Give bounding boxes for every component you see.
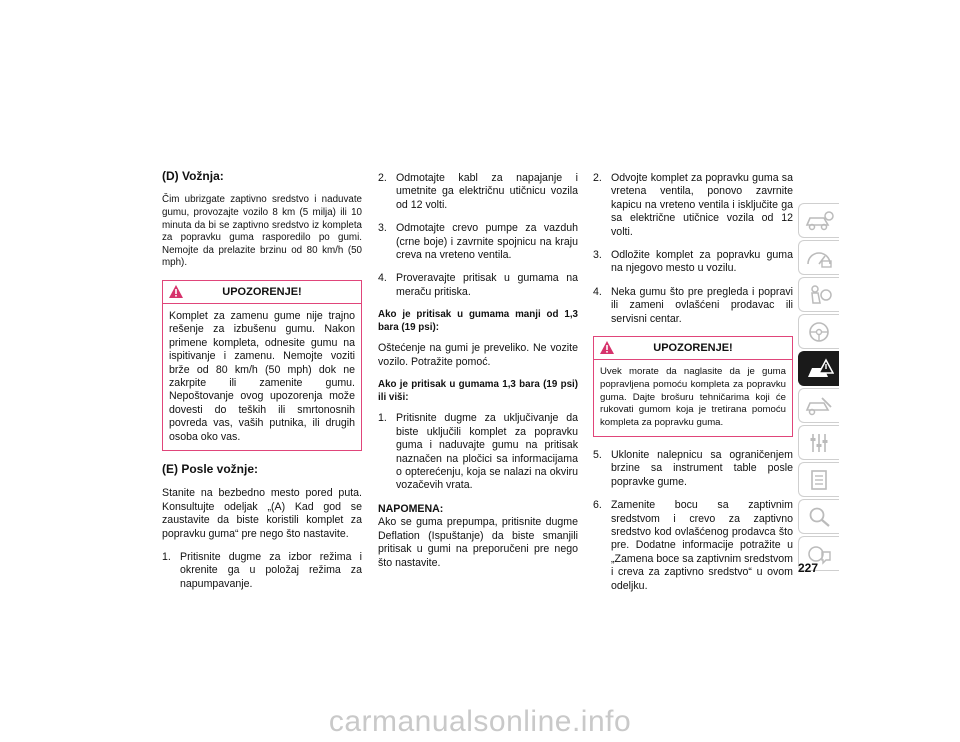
emergency-triangle-icon xyxy=(804,357,834,381)
list-item xyxy=(378,172,578,212)
pressure-ok-subheading: Ako je pritisak u gumama 1,3 bara (19 psi) ili viši: xyxy=(378,379,578,403)
watermark: carmanualsonline.info xyxy=(328,705,632,738)
list-text: Zamenite bocu sa zaptivnim sredstvom i crevo za zaptivno sredstvo kod ovlašćenog prodavca što pre. Dodatne informacije potražite u „Zamena boce sa zaptivnim sredstvom i creva za zaptivno sredstvo“ u ovom odeljku. xyxy=(611,499,793,592)
list-item xyxy=(162,551,362,591)
list-item xyxy=(378,222,578,262)
nav-tab-driving[interactable] xyxy=(798,314,839,349)
list-number: 3. xyxy=(593,249,602,262)
list-text: Odložite komplet za popravku guma na njegovo mesto u vozilu. xyxy=(611,249,793,275)
note-block xyxy=(378,503,578,570)
list-item xyxy=(378,412,578,492)
list-item xyxy=(593,172,793,239)
chapter-nav xyxy=(798,203,840,573)
list-item xyxy=(593,499,793,593)
specifications-icon xyxy=(804,468,834,492)
driving-paragraph: Čim ubrizgate zaptivno sredstvo i naduvate gumu, provozajte vozilo 8 km (5 milja) ili 10 minuta da bi se zaptivno sredstvo iz kompleta za popravku guma rasporedilo po gumi. Nemojte da prelazite brzinu od 80 km/h (50 mph). xyxy=(162,194,362,269)
section-heading-after-driving: (E) Posle vožnje: xyxy=(162,462,259,477)
list-text: Neka gumu što pre pregleda i popravi ili zameni ovlašćeni prodavac ili servisni centar. xyxy=(611,285,793,325)
list-text: Odvojte komplet za popravku guma sa vretena ventila, ponovo zavrnite kapicu na vreteno ventila i isključite ga sa električne utičnice vozila od 12 volti. xyxy=(611,172,793,238)
list-number: 1. xyxy=(162,551,171,564)
list-number: 6. xyxy=(593,499,602,512)
list-item xyxy=(593,249,793,276)
list-number: 5. xyxy=(593,449,602,462)
nav-tab-dashboard[interactable] xyxy=(798,240,839,275)
nav-tab-index[interactable] xyxy=(798,499,839,534)
warning-triangle-icon xyxy=(600,341,614,354)
warning-text: Komplet za zamenu gume nije trajno rešenje za izbušenu gumu. Nakon primene kompleta, odnesite gumu na ispitivanje i zamenu. Nemojte voziti brže od 80 km/h (50 mph) dok ne zakrpite ili zamenite gumu. Nepoštovanje ovog upozorenja može dovesti do teških ili smrtonosnih povreda vas, vaših putnika, ili drugih osoba oko vas. xyxy=(169,309,355,443)
warning-title: UPOZORENJE! xyxy=(653,342,733,355)
column-middle xyxy=(378,172,578,580)
dashboard-lights-icon xyxy=(804,246,834,270)
nav-tab-multimedia[interactable] xyxy=(798,425,839,460)
note-title: NAPOMENA: xyxy=(378,502,444,515)
nav-tab-specifications[interactable] xyxy=(798,462,839,497)
warning-text: Uvek morate da naglasite da je guma popravljena pomoću kompleta za popravku guma. Dajte brošuru tehničarima koji će rukovati gumom koja je tretirana pomoću kompleta za popravku guma. xyxy=(600,366,786,429)
list-text: Pritisnite dugme za uključivanje da biste uključili komplet za popravku guma i naduvajte gumu na pritisak naznačen na pločici sa informacijama o opterećenju, koja se nalazi na okviru vozačevih vrata. xyxy=(396,412,578,492)
list-number: 2. xyxy=(378,172,387,184)
after-driving-paragraph: Stanite na bezbedno mesto pored puta. Konsultujte odeljak „(A) Kad god se zaustavite da biste koristili komplet za popravku guma“ pre nego što nastavite. xyxy=(162,487,362,540)
section-heading-driving: (D) Vožnja: xyxy=(162,169,224,183)
page-number: 227 xyxy=(798,561,819,575)
list-text: Odmotajte kabl za napajanje i umetnite ga električnu utičnicu vozila od 12 volti. xyxy=(396,172,578,211)
pressure-low-paragraph: Oštećenje na gumi je preveliko. Ne vozite vozilo. Potražite pomoć. xyxy=(378,342,578,368)
column-right xyxy=(593,172,793,603)
nav-tab-safety[interactable] xyxy=(798,277,839,312)
list-number: 2. xyxy=(593,172,602,184)
note-text: Ako se guma prepumpa, pritisnite dugme Deflation (Ispuštanje) da biste smanjili pritisak u gumi na preporučeni pre nego što nastavite. xyxy=(378,516,578,569)
list-number: 4. xyxy=(378,272,387,285)
car-info-icon xyxy=(804,209,834,233)
airbag-safety-icon xyxy=(804,283,834,307)
list-number: 1. xyxy=(378,412,387,425)
column-left xyxy=(162,170,362,601)
index-search-icon xyxy=(804,505,834,529)
steering-wheel-icon xyxy=(804,320,834,344)
warning-header xyxy=(163,281,361,304)
list-item xyxy=(593,286,793,326)
pressure-low-subheading: Ako je pritisak u gumama manji od 1,3 bara (19 psi): xyxy=(378,309,578,333)
list-text: Odmotajte crevo pumpe za vazduh (crne boje) i zavrnite spojnicu na kraju creva na vreteno ventila. xyxy=(396,222,578,262)
warning-triangle-icon xyxy=(169,285,183,298)
nav-tab-emergency[interactable] xyxy=(798,351,839,386)
list-text: Proveravajte pritisak u gumama na meraču pritiska. xyxy=(396,272,578,298)
list-text: Uklonite nalepnicu sa ograničenjem brzine sa instrument table posle popravke gume. xyxy=(611,449,793,488)
list-item xyxy=(593,449,793,489)
warning-box xyxy=(593,336,793,437)
multimedia-icon xyxy=(804,431,834,455)
list-item xyxy=(378,272,578,299)
warning-box xyxy=(162,280,362,451)
warning-title: UPOZORENJE! xyxy=(222,285,302,298)
list-number: 4. xyxy=(593,285,602,298)
nav-tab-service[interactable] xyxy=(798,388,839,423)
list-number: 3. xyxy=(378,222,387,235)
list-text: Pritisnite dugme za izbor režima i okrenite ga u položaj režima za napumpavanje. xyxy=(180,551,362,590)
nav-tab-car-info[interactable] xyxy=(798,203,839,238)
warning-header xyxy=(594,337,792,360)
service-wrench-icon xyxy=(804,394,834,418)
